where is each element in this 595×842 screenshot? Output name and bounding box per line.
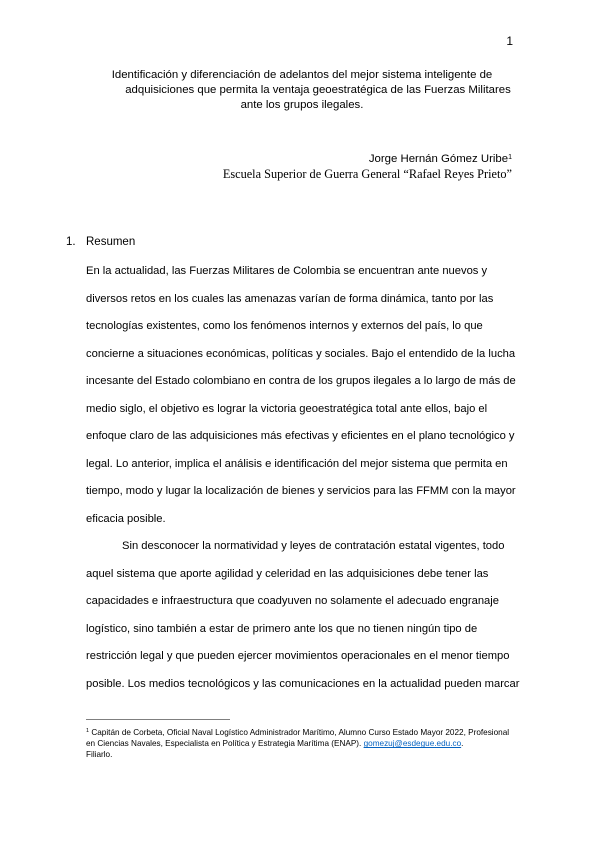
footnote-punctuation: .	[461, 739, 464, 749]
footnote	[86, 727, 516, 761]
text-line: diversos retos en los cuales las amenazas varían de forma dinámica, tanto por las	[86, 292, 494, 305]
text-line: medio siglo, el objetivo es lograr la victoria geoestratégica total ante ellos, bajo el	[86, 402, 488, 415]
text-line: restricción legal y que pueden ejercer movimientos operacionales en el menor tiempo	[86, 650, 510, 662]
footnote-text: Capitán de Corbeta, Oficial Naval Logístico Administrador Marítimo, Alumno Curso Estado Mayor 2022, Profesional	[91, 728, 510, 737]
text-line: incesante del Estado colombiano en contra de los grupos ilegales a lo largo de más de	[86, 375, 516, 387]
text-line: eficacia posible.	[86, 512, 166, 525]
text-line: capacidades e infraestructura que coadyuven no solamente el adecuado engranaje	[86, 595, 499, 607]
footnote-mark: 1	[86, 728, 90, 734]
title-line: adquisiciones que permita la ventaja geoestratégica de las Fuerzas Militares	[125, 84, 511, 96]
text-line: tiempo, modo y lugar la localización de bienes y servicios para las FFMM con la mayor	[86, 485, 516, 497]
paragraph	[86, 533, 520, 698]
text-line: tecnologías existentes, como los fenómenos internos y externos del país, lo que	[86, 320, 483, 332]
footnote-text: en Ciencias Navales, Especialista en Política y Estrategia Marítima (ENAP).	[86, 739, 362, 749]
affiliation: Escuela Superior de Guerra General “Rafael Reyes Prieto”	[222, 167, 512, 181]
text-line: En la actualidad, las Fuerzas Militares de Colombia se encuentran ante nuevos y	[86, 265, 488, 277]
text-line: posible. Los medios tecnológicos y las comunicaciones en la actualidad pueden marcar	[86, 677, 520, 690]
author-name: Jorge Hernán Gómez Uribe	[368, 153, 509, 165]
text-line: legal. Lo anterior, implica el análisis e identificación del mejor sistema que permita en	[86, 457, 508, 470]
email-link[interactable]: gomezuj@esdegue.edu.co	[363, 739, 462, 749]
text-line: Sin desconocer la normatividad y leyes de contratación estatal vigentes, todo	[122, 540, 505, 552]
section-number: 1.	[66, 236, 76, 248]
author	[369, 152, 512, 167]
document-title	[92, 68, 512, 113]
paragraph	[86, 258, 514, 533]
page-number: 1	[506, 34, 513, 48]
title-line: Identificación y diferenciación de adelantos del mejor sistema inteligente de	[111, 69, 493, 81]
footnote-line	[86, 738, 516, 749]
footnote-line	[86, 727, 516, 738]
body-text	[86, 258, 520, 698]
section-heading	[66, 236, 135, 248]
title-line: ante los grupos ilegales.	[240, 99, 364, 111]
section-title: Resumen	[86, 236, 136, 248]
footnote-separator	[86, 719, 230, 720]
text-line: concierne a situaciones económicas, políticas y sociales. Bajo el entendido de la lucha	[86, 347, 516, 360]
text-line: enfoque claro de las adquisiciones más efectivas y eficientes en el plano tecnológico y	[86, 430, 515, 442]
text-line: logístico, sino también a estar de primero ante los que no tienen ningún tipo de	[86, 622, 478, 635]
text-line: aquel sistema que aporte agilidad y celeridad en las adquisiciones debe tener las	[86, 567, 489, 580]
footnote-line: Filiarlo.	[86, 750, 113, 760]
author-footnote-mark: 1	[508, 154, 512, 161]
